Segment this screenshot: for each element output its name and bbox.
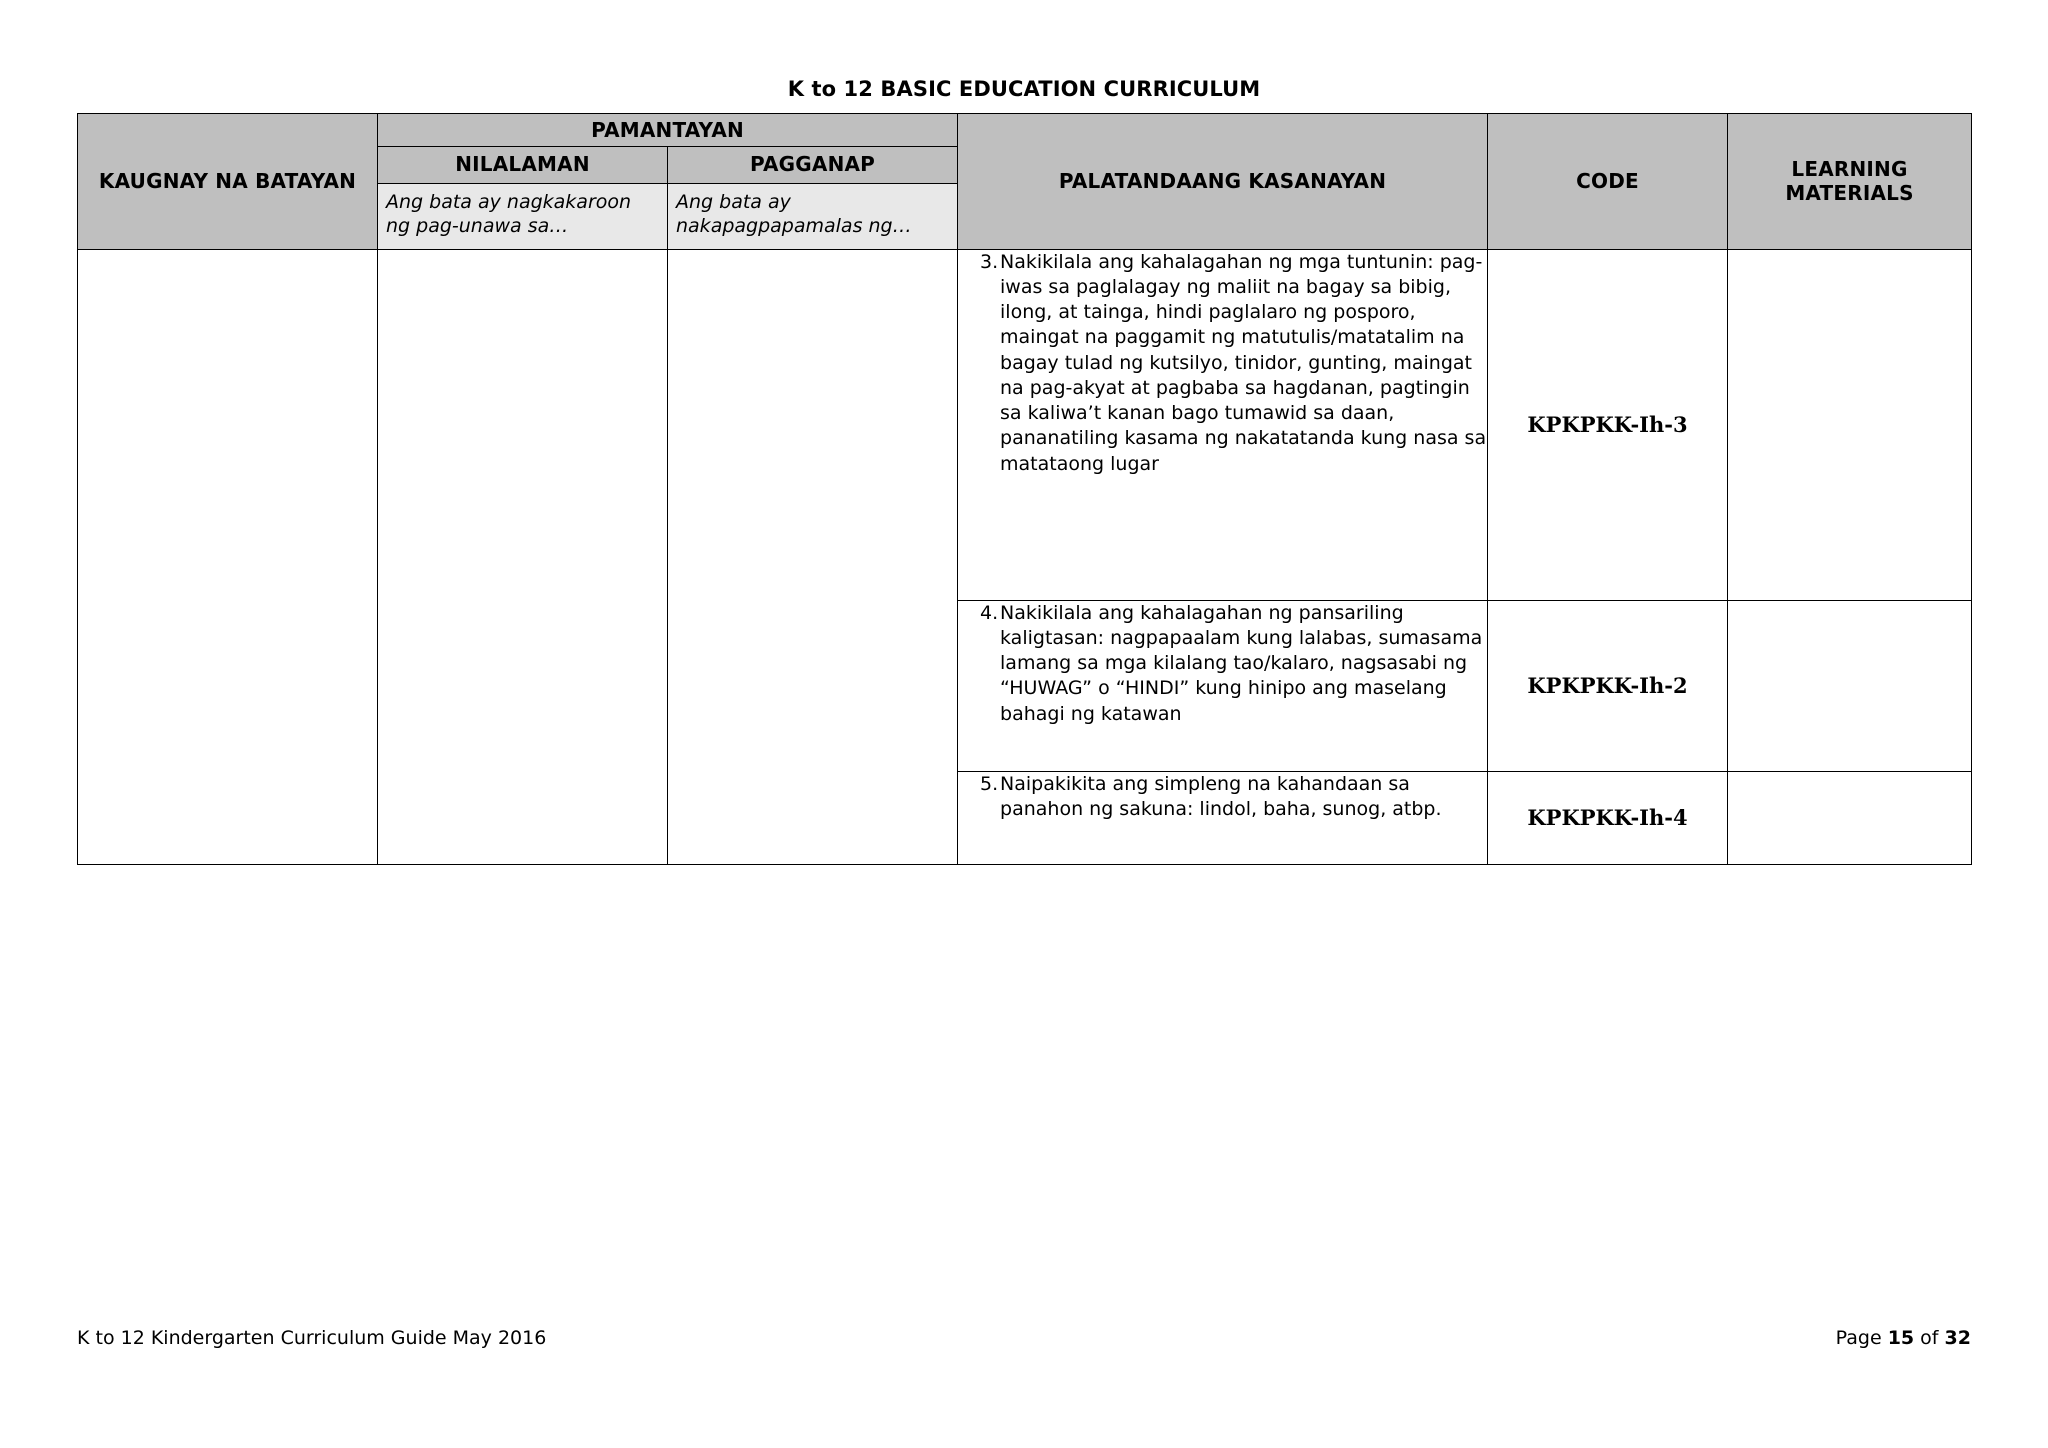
header-nilalaman: NILALAMAN (378, 147, 668, 184)
table-header-row-1 (78, 114, 1972, 147)
curriculum-table (77, 113, 1972, 865)
cell-code: KPKPKK-Ih-3 (1488, 249, 1728, 600)
cell-kasanayan (958, 600, 1488, 771)
header-code: CODE (1488, 114, 1728, 250)
item-text: Nakikilala ang kahalagahan ng mga tuntunin: pag-iwas sa paglalagay ng maliit na bagay sa bibig, ilong, at tainga, hindi paglalaro ng posporo, maingat na paggamit ng matutulis/matatalim na bagay tulad ng kutsilyo, tinidor, gunting, maingat na pag-akyat at pagbaba sa hagdanan, pagtingin sa kaliwa’t kanan bago tumawid sa daan, pananatiling kasama ng nakatatanda kung nasa sa matataong lugar (1000, 250, 1487, 475)
header-pamantayan: PAMANTAYAN (378, 114, 958, 147)
cell-kasanayan (958, 249, 1488, 600)
cell-kaugnay-na-batayan (78, 249, 378, 864)
cell-learning-materials (1728, 249, 1972, 600)
cell-code: KPKPKK-Ih-2 (1488, 600, 1728, 771)
cell-learning-materials (1728, 771, 1972, 864)
header-palatandaang-kasanayan: PALATANDAANG KASANAYAN (958, 114, 1488, 250)
item-text: Nakikilala ang kahalagahan ng pansariling kaligtasan: nagpapaalam kung lalabas, sumasama lamang sa mga kilalang tao/kalaro, nagsasabi ng “HUWAG” o “HINDI” kung hinipo ang maselang bahagi ng katawan (1000, 601, 1483, 725)
footer-document-name: K to 12 Kindergarten Curriculum Guide May 2016 (77, 1327, 547, 1349)
cell-pagganap (668, 249, 958, 864)
cell-learning-materials (1728, 600, 1972, 771)
footer-page-prefix: Page (1835, 1327, 1888, 1349)
item-number: 5. (980, 772, 999, 795)
footer-page-indicator (1836, 1327, 1971, 1349)
cell-kasanayan (958, 771, 1488, 864)
footer-page-of: of (1914, 1327, 1945, 1349)
footer-page-total: 32 (1944, 1327, 1971, 1349)
header-learning-materials: LEARNING MATERIALS (1728, 114, 1972, 250)
page-title: K to 12 BASIC EDUCATION CURRICULUM (787, 77, 1261, 101)
header-pagganap: PAGGANAP (668, 147, 958, 184)
footer-page-number: 15 (1887, 1327, 1915, 1349)
cell-code: KPKPKK-Ih-4 (1488, 771, 1728, 864)
header-kaugnay-na-batayan: KAUGNAY NA BATAYAN (78, 114, 378, 250)
item-number: 3. (980, 250, 999, 273)
header-nilalaman-description: Ang bata ay nagkakaroon ng pag-unawa sa… (378, 184, 668, 250)
item-text: Naipakikita ang simpleng na kahandaan sa panahon ng sakuna: lindol, baha, sunog, atbp. (1000, 772, 1442, 820)
table-row (78, 249, 1972, 600)
cell-nilalaman (378, 249, 668, 864)
header-pagganap-description: Ang bata ay nakapagpapamalas ng… (668, 184, 958, 250)
item-number: 4. (980, 601, 999, 624)
